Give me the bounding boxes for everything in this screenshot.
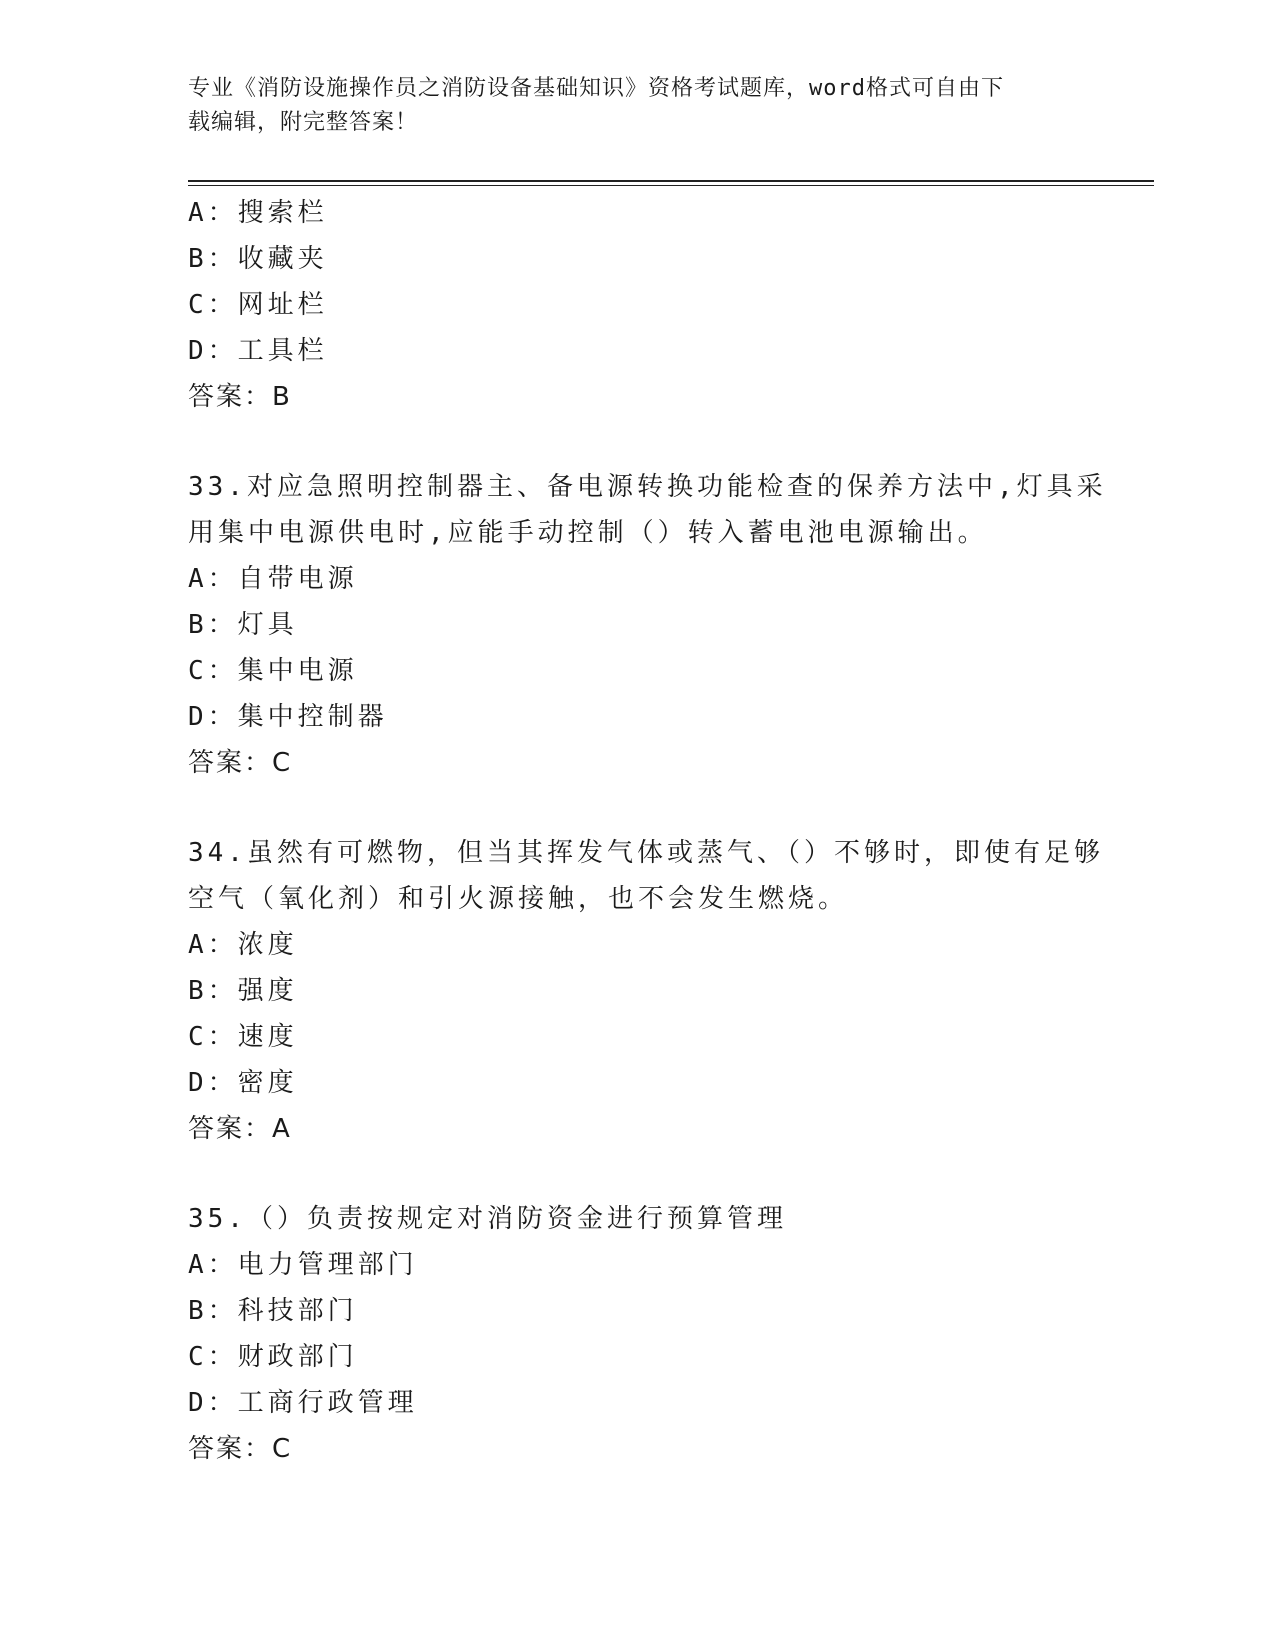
option-c: C：集中电源 [188, 656, 358, 686]
option-d: D：工商行政管理 [188, 1388, 418, 1418]
question-32-continued [188, 190, 1108, 420]
option-d: D：工具栏 [188, 336, 328, 366]
option-c: C：网址栏 [188, 290, 328, 320]
question-list [188, 190, 1108, 1472]
question-text-line: 空气（氧化剂）和引火源接触，也不会发生燃烧。 [188, 884, 849, 914]
question-text-line: 34.虽然有可燃物，但当其挥发气体或蒸气、（）不够时，即使有足够 [188, 838, 1104, 868]
option-a: A：电力管理部门 [188, 1250, 418, 1280]
option-a: A：浓度 [188, 930, 298, 960]
question-text-line: 用集中电源供电时,应能手动控制（）转入蓄电池电源输出。 [188, 518, 988, 548]
question-35 [188, 1196, 1108, 1472]
header-line-2: 载编辑，附完整答案！ [188, 110, 419, 135]
option-c: C：速度 [188, 1022, 298, 1052]
header-divider-thick [188, 180, 1154, 182]
question-text-line: 35.（）负责按规定对消防资金进行预算管理 [188, 1204, 787, 1234]
question-34 [188, 830, 1108, 1152]
question-spacer [188, 420, 1108, 464]
answer: 答案：C [188, 1434, 293, 1464]
answer: 答案：C [188, 748, 293, 778]
option-b: B：收藏夹 [188, 244, 328, 274]
option-d: D：密度 [188, 1068, 298, 1098]
option-b: B：灯具 [188, 610, 298, 640]
answer: 答案：A [188, 1114, 292, 1144]
answer: 答案：B [188, 382, 292, 412]
option-a: A：自带电源 [188, 564, 358, 594]
option-d: D：集中控制器 [188, 702, 388, 732]
question-33 [188, 464, 1108, 786]
option-a: A：搜索栏 [188, 198, 328, 228]
document-header [188, 72, 1088, 140]
option-c: C：财政部门 [188, 1342, 358, 1372]
header-line-1: 专业《消防设施操作员之消防设备基础知识》资格考试题库，word格式可自由下 [188, 76, 1004, 101]
option-b: B：科技部门 [188, 1296, 358, 1326]
header-divider-thin [188, 185, 1154, 186]
question-text-line: 33.对应急照明控制器主、备电源转换功能检查的保养方法中,灯具采 [188, 472, 1107, 502]
question-spacer [188, 1152, 1108, 1196]
question-spacer [188, 786, 1108, 830]
option-b: B：强度 [188, 976, 298, 1006]
